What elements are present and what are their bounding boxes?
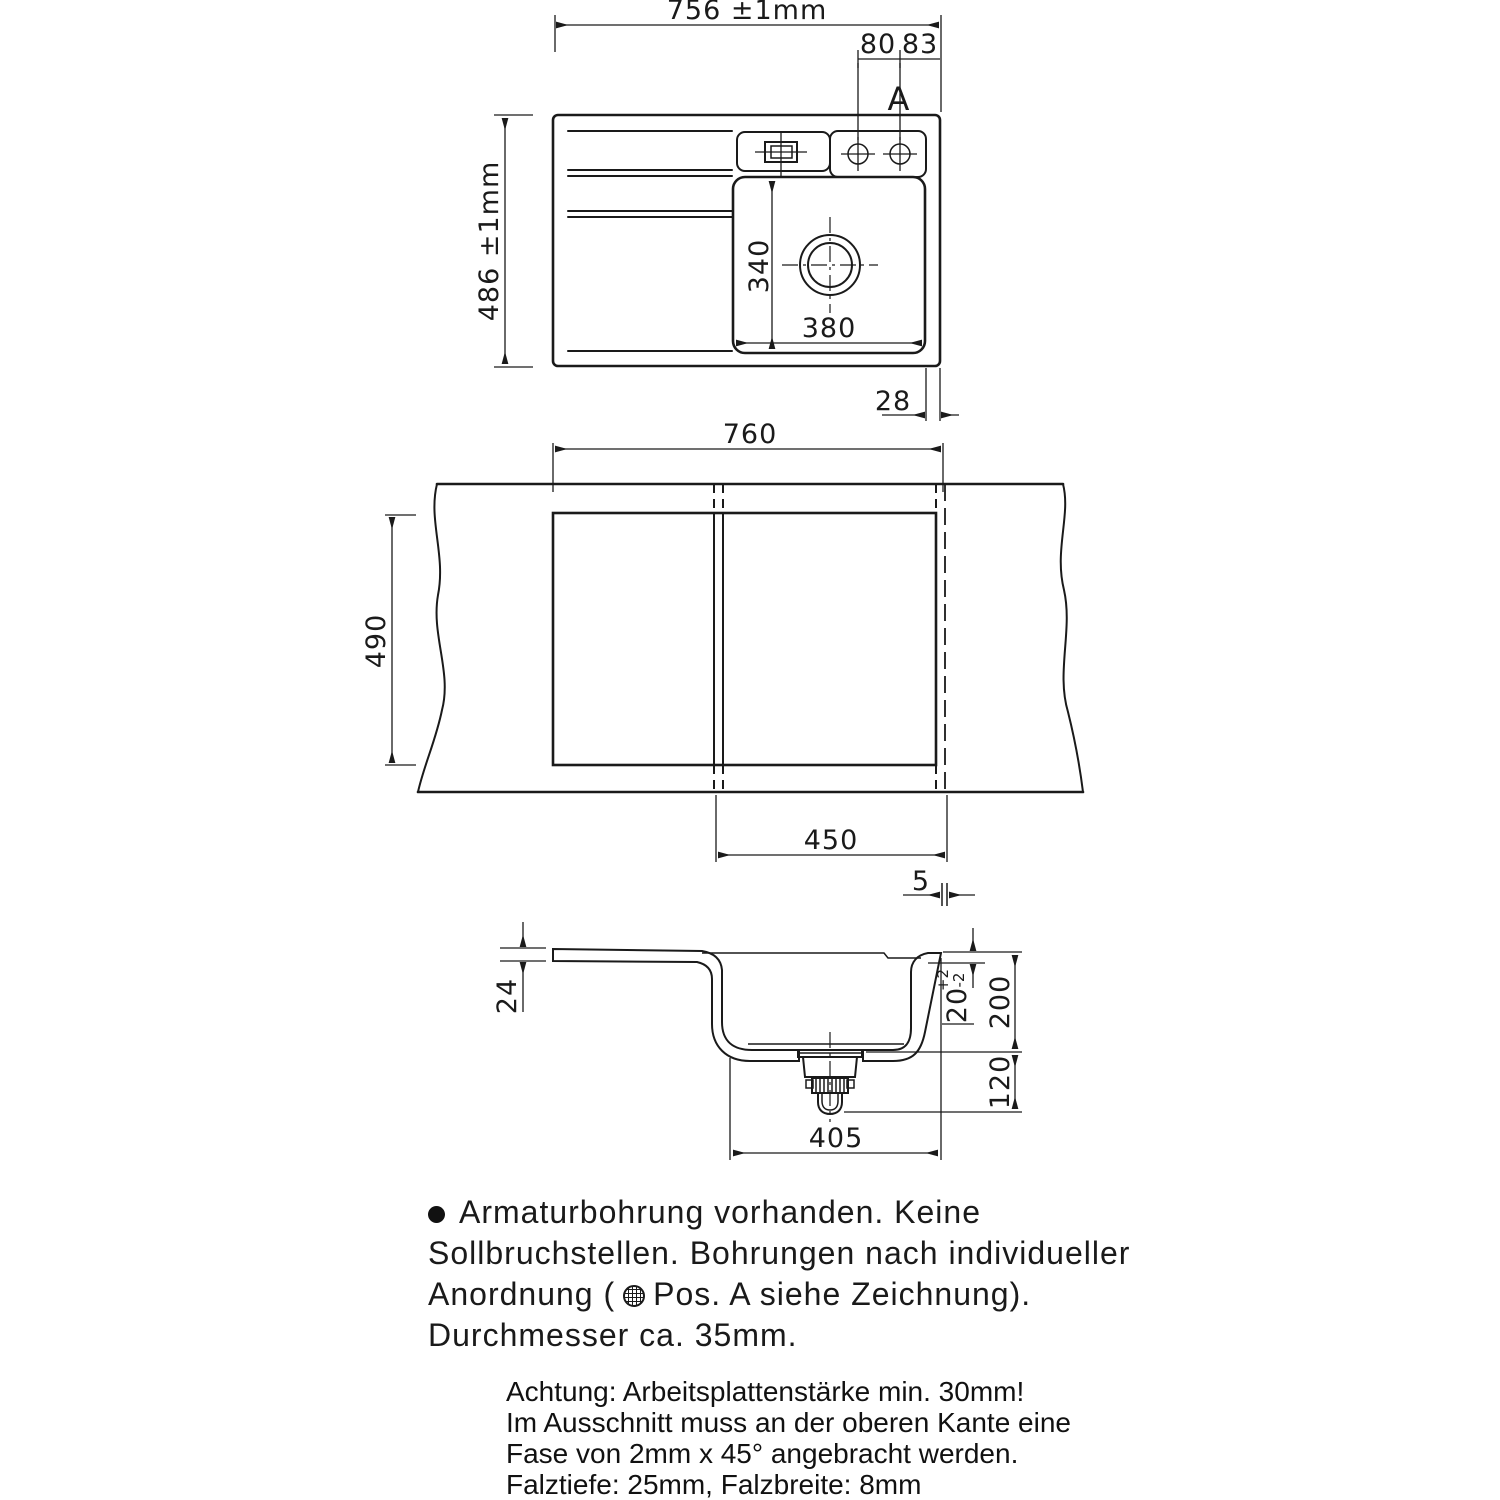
dim-bowl-bottom-width-label: 405	[808, 1123, 864, 1154]
dim-490	[361, 515, 416, 765]
dim-20-tol	[934, 928, 974, 1024]
dim-drain-clearance-label: 120	[985, 1054, 1016, 1110]
dim-top-width-label: 756 ±1mm	[666, 0, 828, 26]
dim-install-depth-label: 20	[942, 986, 973, 1024]
note-faucet-hole	[428, 1192, 1188, 1356]
dim-bowl-depth-label: 200	[985, 974, 1016, 1030]
cutout-outline	[553, 513, 936, 765]
section-view	[492, 922, 1022, 1160]
dim-24	[492, 922, 546, 1014]
worktop-break-right	[1061, 484, 1083, 792]
pos-a-label: A	[887, 80, 911, 118]
dim-200	[985, 955, 1016, 1049]
note1-line3: Anordnung ( Pos. A siehe Zeichnung).	[428, 1276, 1032, 1312]
dim-80-83	[858, 29, 940, 140]
note2-line4: Falztiefe: 25mm, Falzbreite: 8mm	[506, 1469, 922, 1500]
faucet-hole-optional-icon	[883, 137, 917, 171]
dim-5	[903, 866, 975, 906]
note1-line4: Durchmesser ca. 35mm.	[428, 1317, 798, 1353]
dim-340	[744, 181, 775, 349]
dim-tol-plus-label: +2	[934, 968, 952, 992]
dim-basin-width-label: 380	[801, 313, 857, 344]
drain-fitting	[798, 1032, 862, 1122]
dim-cutout-height-label: 490	[361, 613, 392, 669]
cutout-view	[361, 419, 1083, 906]
note1-line1: Armaturbohrung vorhanden. Keine	[428, 1192, 1188, 1233]
dim-basin-depth-label: 340	[744, 238, 775, 294]
drain-symbol	[782, 217, 878, 313]
note2-line1: Achtung: Arbeitsplattenstärke min. 30mm!	[506, 1376, 1025, 1407]
section-right-profile	[863, 953, 941, 1061]
note-worktop-warning	[506, 1376, 1146, 1500]
bullet-icon	[428, 1206, 445, 1223]
dim-120	[985, 1055, 1016, 1110]
note1-line2: Sollbruchstellen. Bohrungen nach individueller	[428, 1235, 1131, 1271]
note2-line2: Im Ausschnitt muss an der oberen Kante eine	[506, 1407, 1071, 1438]
dim-486	[474, 115, 533, 367]
dim-side-height-label: 486 ±1mm	[474, 160, 505, 322]
dim-rim-thickness-label: 24	[492, 977, 523, 1015]
dim-right-section-label: 450	[803, 825, 859, 856]
faucet-hole-existing-icon	[841, 137, 875, 171]
cutout-division-lines	[714, 484, 945, 792]
top-view	[474, 0, 959, 421]
worktop-break-left	[418, 484, 445, 792]
dim-450	[716, 795, 947, 862]
dim-28	[875, 368, 959, 421]
dim-edge-gap-label: 28	[874, 386, 912, 417]
rim-back-edge	[702, 953, 921, 958]
dim-cutout-width-label: 760	[722, 419, 778, 450]
dim-overlap-label: 5	[911, 866, 931, 897]
dim-hole-spacing-label: 80	[859, 29, 897, 60]
dim-405	[730, 958, 941, 1160]
note2-line3: Fase von 2mm x 45° angebracht werden.	[506, 1438, 1019, 1469]
drainboard-grooves	[568, 131, 732, 351]
dim-380	[736, 313, 922, 344]
dim-760	[553, 419, 943, 492]
hatched-hole-icon	[623, 1285, 645, 1307]
dim-tol-minus-label: -2	[950, 972, 968, 988]
dim-hole-edge-label: 83	[901, 29, 939, 60]
